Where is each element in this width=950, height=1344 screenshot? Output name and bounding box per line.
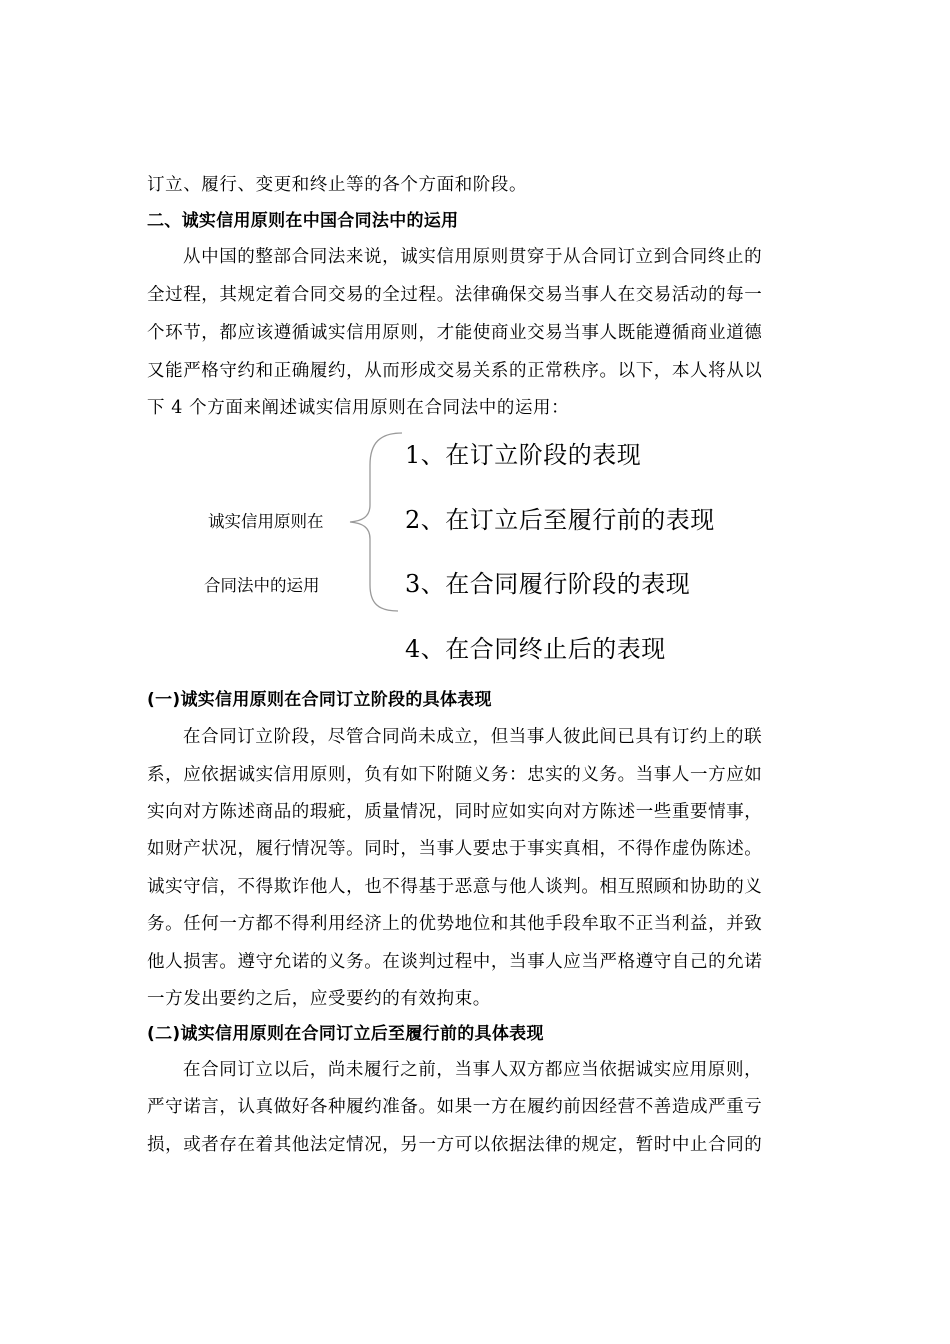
diagram-left-label-line1: 诚实信用原则在 — [208, 512, 324, 531]
paragraph-line: 从中国的整部合同法来说，诚实信用原则贯穿于从合同订立到合同终止的 — [183, 247, 763, 267]
paragraph-line: 又能严格守约和正确履约，从而形成交易关系的正常秩序。以下，本人将从以 — [147, 361, 763, 381]
paragraph-line: 损，或者存在着其他法定情况，另一方可以依据法律的规定，暂时中止合同的 — [147, 1135, 763, 1155]
paragraph-line: 一方发出要约之后，应受要约的有效拘束。 — [147, 989, 491, 1009]
paragraph-line: 全过程，其规定着合同交易的全过程。法律确保交易当事人在交易活动的每一 — [147, 285, 763, 305]
paragraph-line: 如财产状况，履行情况等。同时，当事人要忠于事实真相，不得作虚伪陈述。 — [147, 839, 763, 859]
diagram-item: 2、在订立后至履行前的表现 — [405, 506, 715, 534]
paragraph-line: 在合同订立以后，尚未履行之前，当事人双方都应当依据诚实应用原则， — [183, 1060, 763, 1080]
paragraph-line: 他人损害。遵守允诺的义务。在谈判过程中，当事人应当严格遵守自己的允诺 — [147, 952, 763, 972]
curly-brace-icon — [340, 425, 410, 615]
diagram-left-label-line2: 合同法中的运用 — [204, 576, 320, 595]
paragraph-line: 务。任何一方都不得利用经济上的优势地位和其他手段牟取不正当利益，并致 — [147, 914, 763, 934]
subsection-heading: (一)诚实信用原则在合同订立阶段的具体表现 — [147, 690, 492, 710]
paragraph-line: 系，应依据诚实信用原则，负有如下附随义务：忠实的义务。当事人一方应如 — [147, 765, 763, 785]
paragraph-line: 下 4 个方面来阐述诚实信用原则在合同法中的运用： — [147, 398, 570, 418]
paragraph-line: 严守诺言，认真做好各种履约准备。如果一方在履约前因经营不善造成严重亏 — [147, 1097, 763, 1117]
section-heading: 二、诚实信用原则在中国合同法中的运用 — [147, 211, 459, 231]
paragraph-line: 在合同订立阶段，尽管合同尚未成立，但当事人彼此间已具有订约上的联 — [183, 727, 763, 747]
paragraph-line: 诚实守信，不得欺诈他人，也不得基于恶意与他人谈判。相互照顾和协助的义 — [147, 877, 763, 897]
diagram-item: 1、在订立阶段的表现 — [405, 441, 642, 469]
subsection-heading: (二)诚实信用原则在合同订立后至履行前的具体表现 — [147, 1024, 544, 1044]
diagram-item: 4、在合同终止后的表现 — [405, 635, 666, 663]
paragraph-line: 实向对方陈述商品的瑕疵，质量情况，同时应如实向对方陈述一些重要情事， — [147, 802, 763, 822]
diagram-item: 3、在合同履行阶段的表现 — [405, 570, 691, 598]
paragraph-line: 订立、履行、变更和终止等的各个方面和阶段。 — [147, 175, 528, 195]
paragraph-line: 个环节，都应该遵循诚实信用原则，才能使商业交易当事人既能遵循商业道德 — [147, 323, 763, 343]
